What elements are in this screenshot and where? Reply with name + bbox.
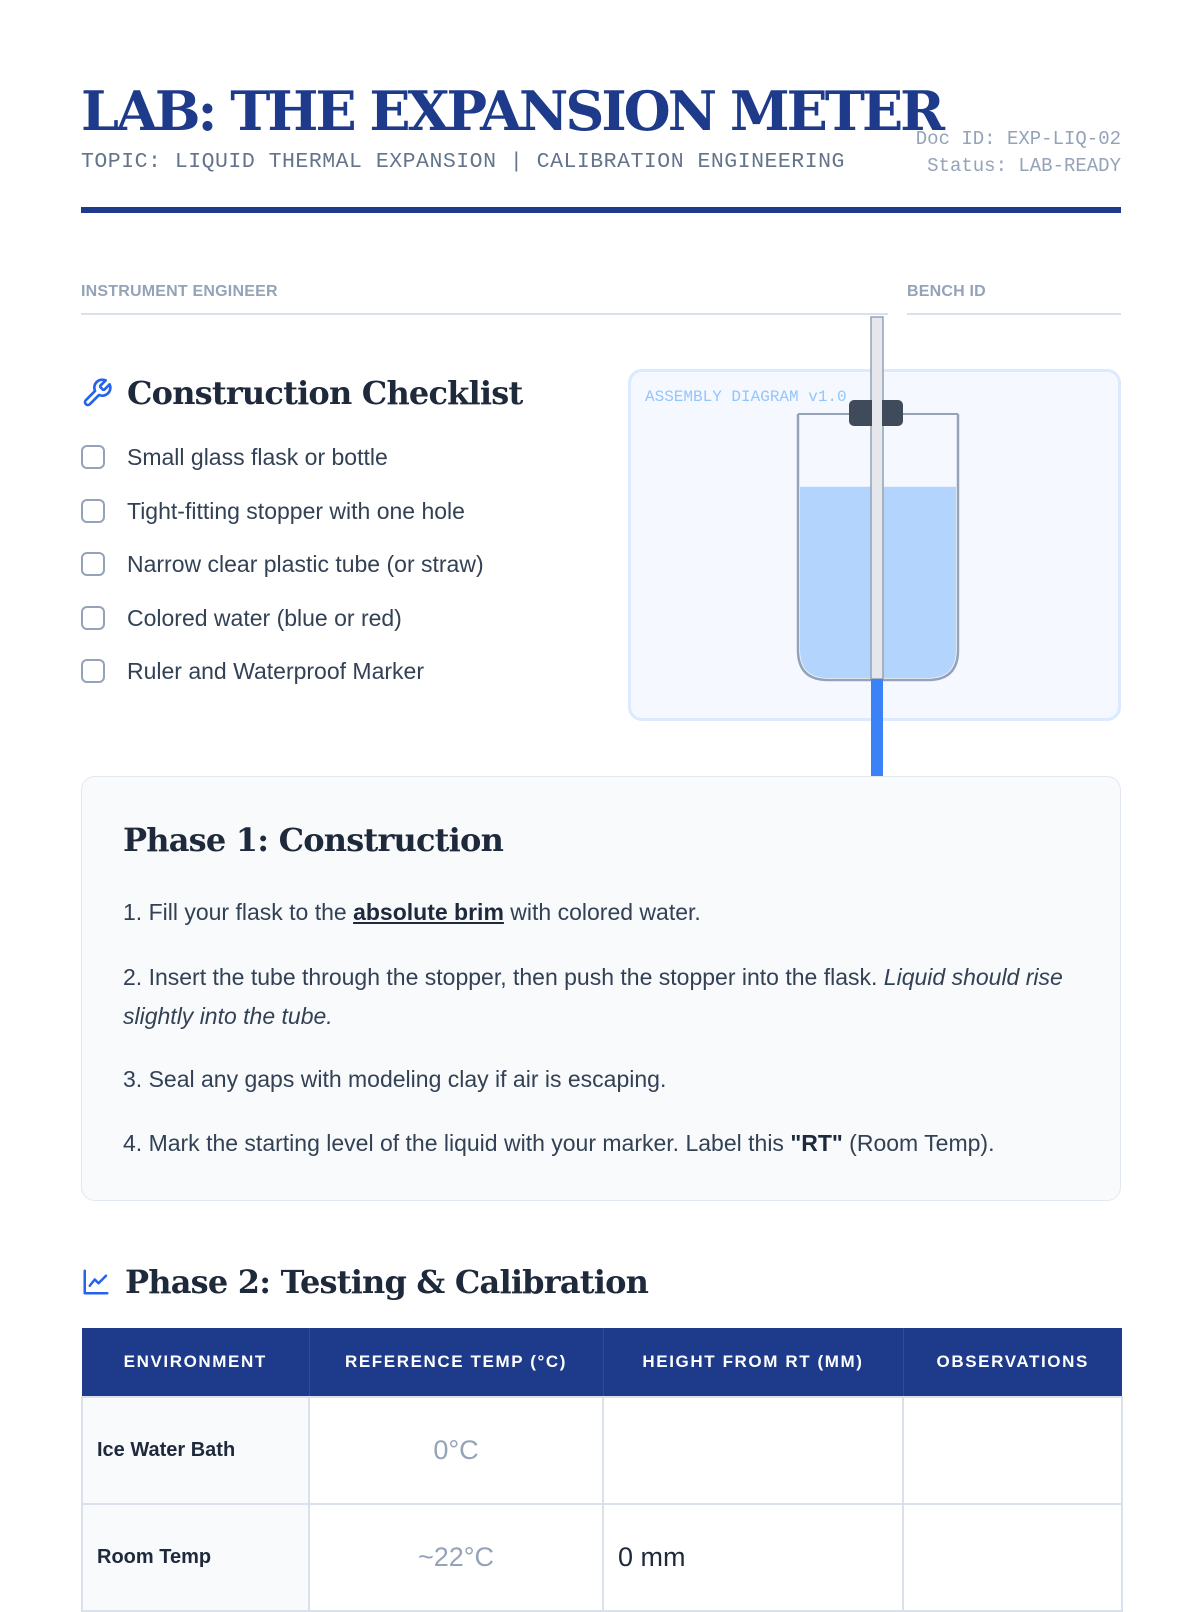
column-header: HEIGHT FROM RT (MM) (603, 1328, 903, 1397)
height-input-cell[interactable]: 0 mm (603, 1504, 903, 1611)
phase1-card (81, 776, 1121, 1201)
step-text: 1. Fill your flask to the (123, 899, 354, 925)
step-text: 4. Mark the starting level of the liquid with your marker. Label this (123, 1130, 791, 1156)
engineer-label: INSTRUMENT ENGINEER (81, 283, 278, 300)
environment-cell: Room Temp (82, 1504, 309, 1611)
phase1-step-4 (123, 1124, 1083, 1163)
reference-temp-cell: 0°C (309, 1397, 603, 1504)
column-header: OBSERVATIONS (903, 1328, 1122, 1397)
doc-id: Doc ID: EXP-LIQ-02 (915, 128, 1121, 150)
phase1-step-3 (123, 1060, 1083, 1099)
phase1-step-1 (123, 893, 1083, 932)
checklist-item-label: Ruler and Waterproof Marker (127, 658, 424, 684)
phase1-title: Phase 1: Construction (123, 821, 504, 859)
step-text: with colored water. (503, 899, 701, 925)
checklist-item-label: Small glass flask or bottle (127, 444, 388, 470)
topic-subtitle: TOPIC: LIQUID THERMAL EXPANSION | CALIBRATION ENGINEERING (81, 150, 845, 174)
glass-tube (871, 317, 883, 679)
calibration-table (81, 1328, 1123, 1612)
checklist-title: Construction Checklist (127, 374, 523, 412)
step-emphasis: absolute brim (353, 899, 504, 925)
column-header: ENVIRONMENT (82, 1328, 309, 1397)
step-text: 2. Insert the tube through the stopper, then push the stopper into the flask. (123, 964, 884, 990)
height-input-cell[interactable] (603, 1397, 903, 1504)
checklist-item-label: Colored water (blue or red) (127, 604, 402, 631)
observations-input-cell[interactable] (903, 1397, 1122, 1504)
line-chart-icon (81, 1267, 111, 1297)
flask-illustration (81, 0, 1121, 820)
diagram-label: ASSEMBLY DIAGRAM v1.0 (645, 388, 847, 406)
reference-temp-cell: ~22°C (309, 1504, 603, 1611)
table-header-row (82, 1328, 1122, 1397)
phase2-title: Phase 2: Testing & Calibration (125, 1263, 649, 1301)
phase1-step-2 (123, 958, 1083, 1036)
environment-cell: Ice Water Bath (82, 1397, 309, 1504)
bench-id-label: BENCH ID (907, 283, 986, 300)
step-emphasis: "RT" (790, 1130, 843, 1156)
page-title: LAB: THE EXPANSION METER (81, 79, 943, 143)
checklist-item-label: Narrow clear plastic tube (or straw) (127, 551, 484, 577)
step-note: Liquid should rise slightly into the tube. (123, 964, 1063, 1029)
column-header: REFERENCE TEMP (°C) (309, 1328, 603, 1397)
phase2-heading (81, 1263, 648, 1301)
step-text: (Room Temp). (842, 1130, 995, 1156)
stopper-hole (872, 400, 882, 426)
doc-status: Status: LAB-READY (927, 155, 1121, 177)
checklist-item-label: Tight-fitting stopper with one hole (127, 497, 465, 524)
table-row (82, 1397, 1122, 1504)
observations-input-cell[interactable] (903, 1504, 1122, 1611)
step-text: 3. Seal any gaps with modeling clay if air is escaping. (123, 1066, 667, 1092)
table-row (82, 1504, 1122, 1611)
